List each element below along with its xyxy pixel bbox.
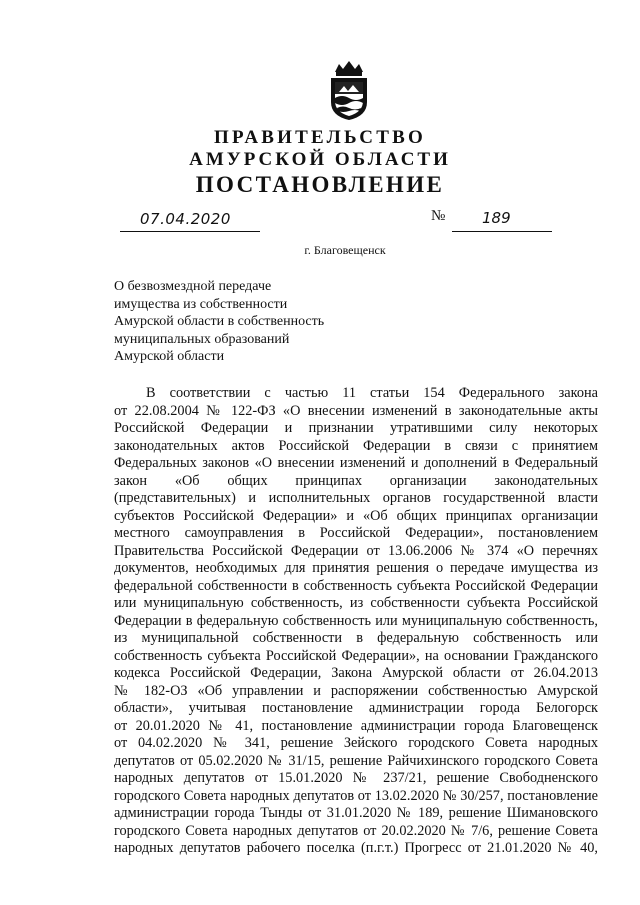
coat-of-arms-icon [327,58,371,122]
document-number: 189 [482,209,511,227]
document-date: 07.04.2020 [140,210,231,228]
subject-line: О безвозмездной передаче [114,279,272,294]
subject-line: Амурской области в собственность [114,314,325,329]
body-line: собственность субъекта Российской Федерации», на основании Гражданского [114,647,598,664]
body-line: от 22.08.2004 № 122-ФЗ «О внесении изменений в законодательные акты [114,402,598,419]
body-line: В соответствии с частью 11 статьи 154 Федерального закона [146,385,598,401]
subject-line: имущества из собственности [114,296,288,312]
document-subject [114,278,394,366]
body-line: городского Совета народных депутатов от 13.02.2020 № 30/257, постановление [114,787,598,804]
body-line: законодательных актов Российской Федерации в связи с принятием [114,437,598,454]
body-line: закон «Об общих принципах организации законодательных [114,472,598,489]
government-title: ПРАВИТЕЛЬСТВО [214,127,426,148]
body-line: городского Совета народных депутатов от 20.02.2020 № 7/6, решение Совета [114,822,598,839]
document-body [114,385,598,858]
body-line: области», учитывая постановление администрации города Белогорск [114,700,598,716]
body-line: (представительных) и исполнительных органов государственной власти [114,490,598,506]
document-type-title: ПОСТАНОВЛЕНИЕ [195,172,445,197]
number-sign: № [431,208,446,224]
body-line: народных депутатов рабочего поселка (п.г.т.) Прогресс от 21.01.2020 № 40, [114,840,598,856]
body-line: документов, необходимых для принятия решения о передаче имущества из [114,560,598,576]
number-field [452,209,552,232]
body-line: от 04.02.2020 № 341, решение Зейского городского Совета народных [114,735,598,751]
body-line: или муниципальную собственность, из собственности субъекта Российской [114,595,598,611]
date-field [120,210,260,232]
body-line: администрации города Тынды от 31.01.2020 № 189, решение Шимановского [114,805,598,821]
body-line: народных депутатов от 15.01.2020 № 237/21, решение Свободненского [114,770,598,786]
body-line: субъектов Российской Федерации» и «Об общих принципах организации [114,507,598,524]
body-line: Российской Федерации и признании утратившими силу некоторых [114,420,598,436]
region-title: АМУРСКОЙ ОБЛАСТИ [189,149,451,170]
subject-line: Амурской области [114,349,225,364]
body-line: кодекса Российской Федерации, Закона Амурской области от 26.04.2013 [114,665,598,681]
body-line: местного самоуправления в Российской Федерации», постановлением [114,525,598,541]
body-line: Федеральных законов «О внесении изменений и дополнений в Федеральный [114,455,598,471]
body-line: федеральной собственности в собственность субъекта Российской Федерации [114,577,598,594]
body-line: от 20.01.2020 № 41, постановление администрации города Благовещенск [114,717,598,734]
body-line: депутатов от 05.02.2020 № 31/15, решение Райчихинского городского Совета [114,752,598,769]
subject-line: муниципальных образований [114,331,290,347]
body-line: Правительства Российской Федерации от 13.06.2006 № 374 «О перечнях [114,542,598,559]
body-line: № 182-ОЗ «Об управлении и распоряжении собственностью Амурской [114,682,598,699]
body-line: из муниципальной собственности в федеральную собственность или [114,630,598,646]
body-line: Федерации в федеральную собственность или муниципальную собственность, [114,612,598,629]
city-line: г. Благовещенск [304,243,386,257]
